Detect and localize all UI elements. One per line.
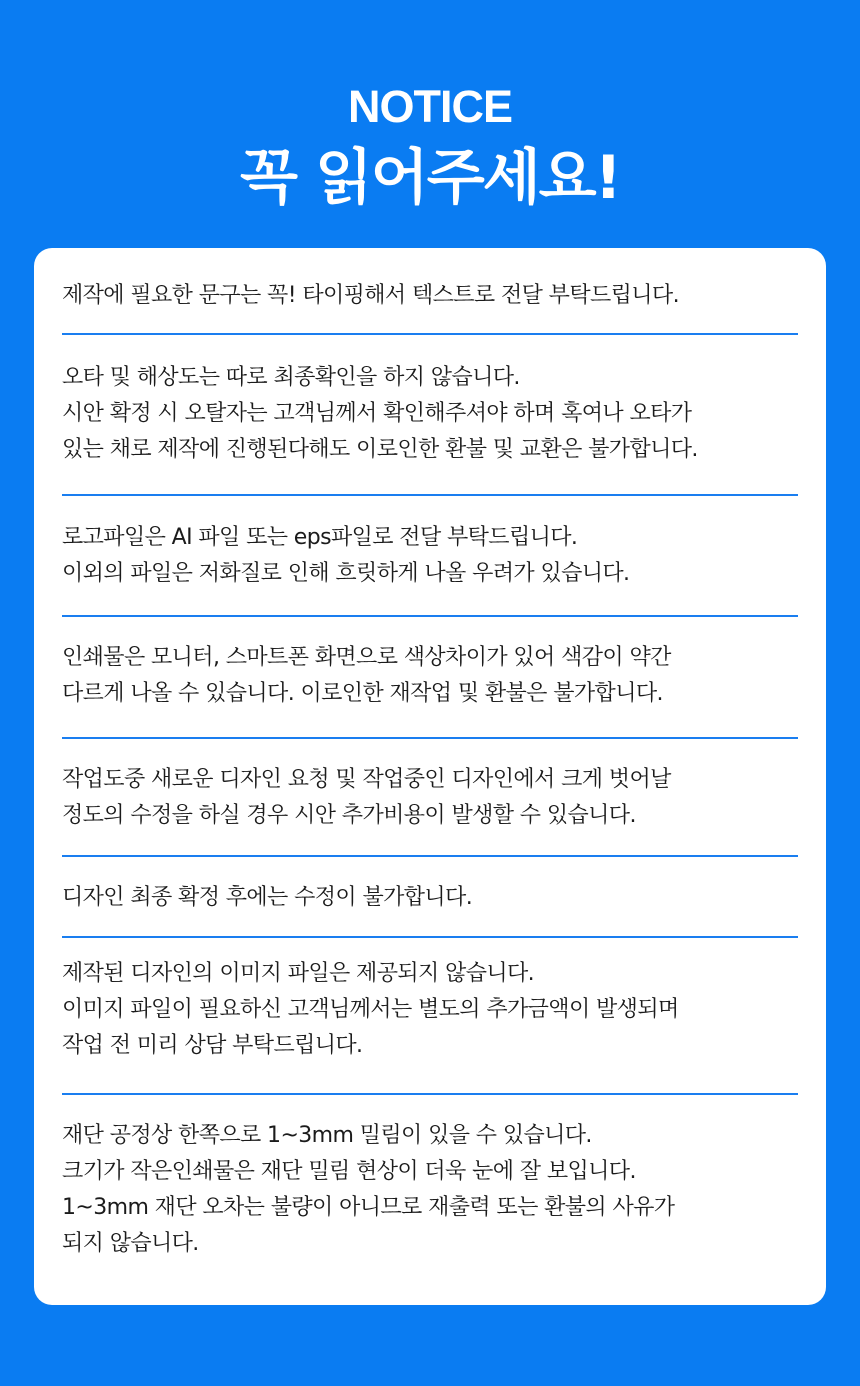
- notice-text: 다르게 나올 수 있습니다. 이로인한 재작업 및 환불은 불가합니다.: [62, 681, 663, 706]
- notice-text: 크기가 작은인쇄물은 재단 밀림 현상이 더욱 눈에 잘 보입니다.: [62, 1159, 636, 1184]
- notice-item-color: [62, 640, 798, 712]
- notice-text: 제작에 필요한 문구는 꼭! 타이핑해서 텍스트로 전달 부탁드립니다.: [62, 283, 679, 308]
- notice-text: 오타 및 해상도는 따로 최종확인을 하지 않습니다.: [62, 365, 520, 390]
- notice-text: 이미지 파일이 필요하신 고객님께서는 별도의 추가금액이 발생되며: [62, 997, 679, 1022]
- notice-text: 이외의 파일은 저화질로 인해 흐릿하게 나올 우려가 있습니다.: [62, 561, 630, 586]
- notice-text: 디자인 최종 확정 후에는 수정이 불가합니다.: [62, 885, 473, 910]
- divider: [62, 494, 798, 496]
- notice-text: 로고파일은 AI 파일 또는 eps파일로 전달 부탁드립니다.: [62, 525, 578, 550]
- notice-item-logo: [62, 520, 798, 592]
- notice-item-image-file: [62, 956, 798, 1064]
- notice-text: 작업 전 미리 상담 부탁드립니다.: [62, 1033, 363, 1058]
- notice-label: NOTICE: [347, 81, 512, 132]
- notice-item-cutting: [62, 1118, 798, 1262]
- notice-text: 되지 않습니다.: [62, 1231, 199, 1256]
- notice-text: 재단 공정상 한쪽으로 1~3mm 밀림이 있을 수 있습니다.: [62, 1123, 592, 1148]
- notice-item-revision: [62, 762, 798, 834]
- notice-text: 인쇄물은 모니터, 스마트폰 화면으로 색상차이가 있어 색감이 약간: [62, 645, 671, 670]
- notice-item-final: [62, 880, 798, 916]
- divider: [62, 1093, 798, 1095]
- divider: [62, 333, 798, 335]
- notice-text: 작업도중 새로운 디자인 요청 및 작업중인 디자인에서 크게 벗어날: [62, 767, 671, 792]
- notice-text: 정도의 수정을 하실 경우 시안 추가비용이 발생할 수 있습니다.: [62, 803, 636, 828]
- notice-text: 제작된 디자인의 이미지 파일은 제공되지 않습니다.: [62, 961, 535, 986]
- page-title: 꼭 읽어주세요!: [239, 143, 620, 213]
- divider: [62, 737, 798, 739]
- notice-item-typing: [62, 278, 798, 314]
- notice-text: 1~3mm 재단 오차는 불량이 아니므로 재출력 또는 환불의 사유가: [62, 1195, 675, 1220]
- notice-text: 시안 확정 시 오탈자는 고객님께서 확인해주셔야 하며 혹여나 오타가: [62, 401, 692, 426]
- divider: [62, 615, 798, 617]
- divider: [62, 855, 798, 857]
- notice-item-typo: [62, 360, 798, 468]
- notice-text: 있는 채로 제작에 진행된다해도 이로인한 환불 및 교환은 불가합니다.: [62, 437, 698, 462]
- notice-card: [34, 248, 826, 1305]
- divider: [62, 936, 798, 938]
